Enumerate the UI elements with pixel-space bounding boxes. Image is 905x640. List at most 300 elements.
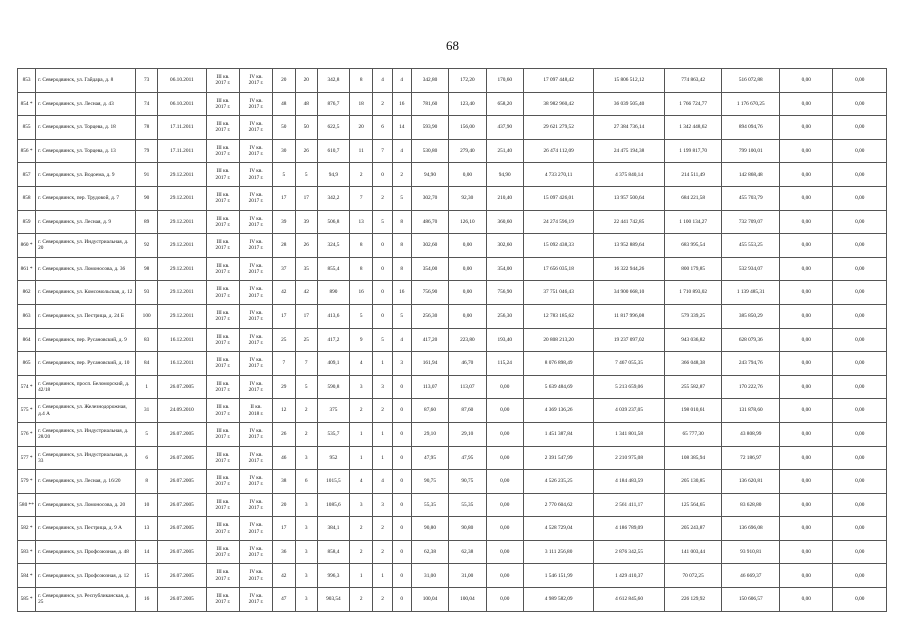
cost-other-cell: 0,00 [833,139,887,163]
recognition-date-cell: 29.12.2011 [157,163,206,187]
planned-start-cell [206,328,239,352]
area-municipal-cell: 437,90 [486,116,523,140]
cost-region-cell: 226 129,92 [664,588,722,612]
residents-total-cell: 47 [273,588,295,612]
planned-end-line: IV кв. [249,380,263,387]
premises-total-cell: 7 [349,186,372,210]
cost-total-cell: 3 111 256,80 [523,540,593,564]
cost-fund-cell: 27 384 736,14 [594,116,664,140]
row-number-cell: 582 * [18,517,36,541]
planned-start-line: 2017 г. [215,103,231,110]
premises-private-cell: 7 [373,139,392,163]
planned-start-line: III кв. [216,191,230,198]
cost-region-cell: 214 511,49 [664,163,722,187]
house-area-cell: 590,8 [317,375,349,399]
planned-start-line: III кв. [216,569,230,576]
cost-other-cell: 0,00 [833,470,887,494]
row-number-cell: 585 * [18,588,36,612]
cost-total-cell: 4 369 136,26 [523,399,593,423]
cost-fund-cell: 2 876 342,55 [594,540,664,564]
area-private-cell: 156,00 [449,116,486,140]
residents-relocated-cell: 17 [295,304,317,328]
planned-end-line: IV кв. [249,498,263,505]
cost-other-cell: 0,00 [833,540,887,564]
recognition-date-cell: 16.12.2011 [157,352,206,376]
address-cell: г. Северодвинск, ул. Комсомольская, д. 12 [36,281,136,305]
cost-region-cell: 1 766 724,77 [664,92,722,116]
planned-end-cell [240,517,273,541]
row-number-cell: 577 * [18,446,36,470]
planned-start-line: III кв. [216,215,230,222]
area-total-cell: 354,00 [411,257,448,281]
row-number-cell: 576 * [18,422,36,446]
cost-municipal-cell: 43 808,99 [722,422,780,446]
cost-additional-cell: 0,00 [780,375,833,399]
address-cell: г. Северодвинск, ул. Индустриальная, д. 20 [36,234,136,258]
cost-municipal-cell: 516 072,88 [722,69,780,93]
cost-fund-cell: 11 817 996,08 [594,304,664,328]
cost-additional-cell: 0,00 [780,446,833,470]
cost-total-cell: 2 770 604,62 [523,493,593,517]
recognition-date-cell: 26.07.2005 [157,493,206,517]
residents-relocated-cell: 6 [295,470,317,494]
planned-start-cell [206,210,239,234]
area-total-cell: 530,80 [411,139,448,163]
planned-end-line: 2017 г. [248,552,264,559]
residents-total-cell: 38 [273,470,295,494]
registry-number-cell: 73 [136,69,157,93]
cost-additional-cell: 0,00 [780,186,833,210]
area-total-cell: 113,07 [411,375,448,399]
registry-number-cell: 78 [136,116,157,140]
cost-additional-cell: 0,00 [780,352,833,376]
planned-start-line: III кв. [216,545,230,552]
address-cell: г. Северодвинск, ул. Индустриальная, д. 33 [36,446,136,470]
registry-number-cell: 100 [136,304,157,328]
planned-start-line: III кв. [216,97,230,104]
premises-total-cell: 2 [349,540,372,564]
cost-additional-cell: 0,00 [780,493,833,517]
recognition-date-cell: 26.07.2005 [157,446,206,470]
premises-municipal-cell: 0 [392,375,411,399]
area-municipal-cell: 170,60 [486,69,523,93]
cost-total-cell: 17 097 448,42 [523,69,593,93]
residents-total-cell: 17 [273,186,295,210]
cost-fund-cell: 2 561 411,17 [594,493,664,517]
planned-end-line: IV кв. [249,451,263,458]
area-private-cell: 123,40 [449,92,486,116]
planned-start-line: III кв. [216,522,230,529]
table-row [18,234,887,258]
premises-total-cell: 2 [349,399,372,423]
table-row [18,399,887,423]
planned-end-cell [240,540,273,564]
premises-total-cell: 1 [349,422,372,446]
table-body [18,69,887,612]
cost-fund-cell: 7 467 055,35 [594,352,664,376]
cost-municipal-cell: 385 850,29 [722,304,780,328]
cost-other-cell: 0,00 [833,69,887,93]
table-row [18,470,887,494]
area-municipal-cell: 0,00 [486,517,523,541]
cost-total-cell: 15 097 426,01 [523,186,593,210]
planned-end-line: IV кв. [249,262,263,269]
area-private-cell: 29,10 [449,422,486,446]
area-municipal-cell: 251,40 [486,139,523,163]
row-number-cell: 865 [18,352,36,376]
planned-end-cell [240,257,273,281]
planned-end-cell [240,234,273,258]
cost-region-cell: 205 130,85 [664,470,722,494]
premises-private-cell: 5 [373,328,392,352]
cost-additional-cell: 0,00 [780,540,833,564]
area-municipal-cell: 0,00 [486,540,523,564]
planned-start-line: 2017 г. [215,504,231,511]
residents-total-cell: 36 [273,540,295,564]
residents-relocated-cell: 7 [295,352,317,376]
area-total-cell: 100,04 [411,588,448,612]
address-cell: г. Северодвинск, ул. Профсоюзная, д. 12 [36,564,136,588]
planned-end-line: 2017 г. [248,174,264,181]
area-total-cell: 342,80 [411,69,448,93]
planned-start-cell [206,92,239,116]
planned-end-line: 2017 г. [248,363,264,370]
area-total-cell: 756,90 [411,281,448,305]
planned-end-line: IV кв. [249,593,263,600]
registry-number-cell: 31 [136,399,157,423]
cost-total-cell: 20 808 213,20 [523,328,593,352]
premises-private-cell: 5 [373,210,392,234]
area-private-cell: 0,00 [449,234,486,258]
address-cell: г. Северодвинск, ул. Индустриальная, д. 28/20 [36,422,136,446]
cost-other-cell: 0,00 [833,186,887,210]
planned-start-cell [206,116,239,140]
residents-total-cell: 20 [273,493,295,517]
table-row [18,257,887,281]
planned-start-line: 2017 г. [215,552,231,559]
row-number-cell: 579 * [18,470,36,494]
area-private-cell: 90,75 [449,470,486,494]
cost-region-cell: 683 995,54 [664,234,722,258]
planned-end-line: IV кв. [249,522,263,529]
residents-relocated-cell: 50 [295,116,317,140]
cost-total-cell: 1 451 387,84 [523,422,593,446]
planned-end-line: II кв. [250,404,262,411]
house-area-cell: 417,2 [317,328,349,352]
table-row [18,163,887,187]
cost-region-cell: 800 179,85 [664,257,722,281]
cost-region-cell: 774 863,42 [664,69,722,93]
page-number: 68 [446,38,459,53]
area-private-cell: 0,00 [449,304,486,328]
row-number-cell: 574 * [18,375,36,399]
row-number-cell: 584 * [18,564,36,588]
planned-end-line: 2017 г. [248,103,264,110]
premises-municipal-cell: 5 [392,186,411,210]
registry-number-cell: 90 [136,186,157,210]
recognition-date-cell: 26.07.2005 [157,422,206,446]
house-area-cell: 855,4 [317,257,349,281]
cost-fund-cell: 4 039 237,05 [594,399,664,423]
premises-municipal-cell: 5 [392,304,411,328]
cost-fund-cell: 4 375 840,14 [594,163,664,187]
premises-private-cell: 3 [373,493,392,517]
table-row [18,116,887,140]
area-private-cell: 31,00 [449,564,486,588]
cost-region-cell: 579 339,25 [664,304,722,328]
cost-fund-cell: 19 237 097,02 [594,328,664,352]
premises-private-cell: 0 [373,163,392,187]
planned-start-line: III кв. [216,333,230,340]
table-row [18,69,887,93]
residents-relocated-cell: 3 [295,446,317,470]
address-cell: г. Северодвинск, ул. Профсоюзная, д. 48 [36,540,136,564]
planned-start-cell [206,470,239,494]
registry-number-cell: 8 [136,470,157,494]
residents-relocated-cell: 25 [295,328,317,352]
area-total-cell: 55,35 [411,493,448,517]
planned-start-line: III кв. [216,309,230,316]
address-cell: г. Северодвинск, просп. Беломорский, д. 42/18 [36,375,136,399]
house-area-cell: 610,7 [317,139,349,163]
planned-start-line: III кв. [216,121,230,128]
registry-number-cell: 91 [136,163,157,187]
planned-start-line: 2017 г. [215,339,231,346]
recognition-date-cell: 17.11.2011 [157,139,206,163]
address-cell: г. Северодвинск, ул. Водоема, д. 9 [36,163,136,187]
cost-region-cell: 65 777,30 [664,422,722,446]
recognition-date-cell: 24.09.2010 [157,399,206,423]
cost-municipal-cell: 72 186,97 [722,446,780,470]
house-area-cell: 375 [317,399,349,423]
planned-end-cell [240,69,273,93]
planned-start-line: 2017 г. [215,387,231,394]
residents-relocated-cell: 26 [295,139,317,163]
residents-total-cell: 25 [273,328,295,352]
row-number-cell: 575 * [18,399,36,423]
residents-relocated-cell: 3 [295,540,317,564]
row-number-cell: 864 [18,328,36,352]
planned-start-line: III кв. [216,144,230,151]
planned-start-line: 2017 г. [215,481,231,488]
premises-total-cell: 9 [349,328,372,352]
address-cell: г. Северодвинск, ул. Торцева, д. 18 [36,116,136,140]
cost-total-cell: 37 751 046,43 [523,281,593,305]
area-total-cell: 256,30 [411,304,448,328]
cost-additional-cell: 0,00 [780,399,833,423]
planned-start-line: 2017 г. [215,245,231,252]
premises-private-cell: 3 [373,375,392,399]
premises-private-cell: 0 [373,234,392,258]
area-private-cell: 46,70 [449,352,486,376]
cost-total-cell: 24 274 596,19 [523,210,593,234]
house-area-cell: 535,7 [317,422,349,446]
recognition-date-cell: 26.07.2005 [157,540,206,564]
premises-total-cell: 8 [349,257,372,281]
planned-end-line: IV кв. [249,309,263,316]
recognition-date-cell: 06.10.2011 [157,92,206,116]
planned-start-line: 2017 г. [215,151,231,158]
table-row [18,328,887,352]
recognition-date-cell: 29.12.2011 [157,186,206,210]
planned-end-line: IV кв. [249,286,263,293]
row-number-cell: 857 [18,163,36,187]
planned-end-line: 2017 г. [248,269,264,276]
area-total-cell: 302,70 [411,186,448,210]
table-row [18,352,887,376]
house-area-cell: 876,7 [317,92,349,116]
address-cell: г. Северодвинск, пер. Трудовой, д. 7 [36,186,136,210]
address-cell: г. Северодвинск, ул. Гайдара, д. 8 [36,69,136,93]
premises-municipal-cell: 0 [392,470,411,494]
recognition-date-cell: 26.07.2005 [157,588,206,612]
area-total-cell: 90,75 [411,470,448,494]
premises-private-cell: 1 [373,422,392,446]
residents-total-cell: 37 [273,257,295,281]
cost-fund-cell: 5 213 659,06 [594,375,664,399]
area-private-cell: 100,04 [449,588,486,612]
area-private-cell: 172,20 [449,69,486,93]
house-area-cell: 952 [317,446,349,470]
cost-total-cell: 4 989 582,09 [523,588,593,612]
cost-other-cell: 0,00 [833,257,887,281]
area-municipal-cell: 210,40 [486,186,523,210]
planned-end-cell [240,139,273,163]
planned-end-line: IV кв. [249,357,263,364]
area-private-cell: 279,40 [449,139,486,163]
registry-number-cell: 98 [136,257,157,281]
cost-fund-cell: 13 957 500,64 [594,186,664,210]
cost-region-cell: 684 221,58 [664,186,722,210]
planned-start-line: 2017 г. [215,528,231,535]
premises-private-cell: 2 [373,517,392,541]
recognition-date-cell: 16.12.2011 [157,328,206,352]
planned-end-line: IV кв. [249,74,263,80]
table-row [18,281,887,305]
planned-start-cell [206,186,239,210]
registry-number-cell: 92 [136,234,157,258]
house-area-cell: 858,4 [317,540,349,564]
planned-start-cell [206,422,239,446]
house-area-cell: 384,1 [317,517,349,541]
house-area-cell: 409,1 [317,352,349,376]
premises-municipal-cell: 16 [392,92,411,116]
premises-municipal-cell: 8 [392,257,411,281]
planned-start-line: III кв. [216,427,230,434]
premises-municipal-cell: 0 [392,517,411,541]
cost-region-cell: 198 010,61 [664,399,722,423]
cost-region-cell: 141 003,44 [664,540,722,564]
planned-start-line: 2017 г. [215,410,231,417]
cost-region-cell: 108 385,94 [664,446,722,470]
address-cell: г. Северодвинск, пер. Русановский, д. 10 [36,352,136,376]
area-private-cell: 47,95 [449,446,486,470]
premises-municipal-cell: 0 [392,493,411,517]
area-total-cell: 486,70 [411,210,448,234]
row-number-cell: 860 * [18,234,36,258]
area-private-cell: 126,10 [449,210,486,234]
planned-end-line: 2017 г. [248,504,264,511]
house-area-cell: 342,8 [317,69,349,93]
premises-total-cell: 2 [349,163,372,187]
registry-number-cell: 89 [136,210,157,234]
area-private-cell: 62,38 [449,540,486,564]
area-municipal-cell: 0,00 [486,422,523,446]
cost-municipal-cell: 1 139 485,31 [722,281,780,305]
registry-number-cell: 15 [136,564,157,588]
planned-start-cell [206,139,239,163]
recognition-date-cell: 26.07.2005 [157,470,206,494]
planned-end-line: 2017 г. [248,599,264,606]
recognition-date-cell: 29.12.2011 [157,304,206,328]
residents-relocated-cell: 3 [295,564,317,588]
cost-fund-cell: 2 210 975,08 [594,446,664,470]
area-municipal-cell: 756,90 [486,281,523,305]
cost-region-cell: 205 243,87 [664,517,722,541]
registry-number-cell: 79 [136,139,157,163]
planned-end-line: IV кв. [249,144,263,151]
area-municipal-cell: 0,00 [486,493,523,517]
recognition-date-cell: 26.07.2005 [157,564,206,588]
cost-municipal-cell: 1 176 670,25 [722,92,780,116]
recognition-date-cell: 06.10.2011 [157,69,206,93]
cost-municipal-cell: 532 934,07 [722,257,780,281]
address-cell: г. Северодвинск, ул. Пестрица, д. 9 А [36,517,136,541]
row-number-cell: 863 [18,304,36,328]
planned-start-line: III кв. [216,286,230,293]
house-area-cell: 413,6 [317,304,349,328]
recognition-date-cell: 17.11.2011 [157,116,206,140]
premises-total-cell: 13 [349,210,372,234]
recognition-date-cell: 29.12.2011 [157,257,206,281]
area-total-cell: 90,80 [411,517,448,541]
planned-end-line: 2017 г. [248,387,264,394]
cost-fund-cell: 16 322 944,26 [594,257,664,281]
row-number-cell: 859 [18,210,36,234]
cost-municipal-cell: 628 079,36 [722,328,780,352]
area-municipal-cell: 0,00 [486,375,523,399]
cost-total-cell: 15 092 438,33 [523,234,593,258]
registry-number-cell: 14 [136,540,157,564]
residents-relocated-cell: 48 [295,92,317,116]
area-private-cell: 0,00 [449,281,486,305]
cost-total-cell: 2 391 547,99 [523,446,593,470]
cost-additional-cell: 0,00 [780,564,833,588]
cost-total-cell: 17 656 035,18 [523,257,593,281]
cost-fund-cell: 13 952 889,64 [594,234,664,258]
cost-region-cell: 70 072,25 [664,564,722,588]
cost-municipal-cell: 170 222,76 [722,375,780,399]
cost-municipal-cell: 136 620,81 [722,470,780,494]
cost-fund-cell: 34 900 668,10 [594,281,664,305]
area-private-cell: 90,80 [449,517,486,541]
cost-region-cell: 1 710 893,02 [664,281,722,305]
premises-private-cell: 1 [373,564,392,588]
planned-end-line: IV кв. [249,97,263,104]
cost-municipal-cell: 131 878,60 [722,399,780,423]
premises-total-cell: 3 [349,375,372,399]
residents-relocated-cell: 17 [295,186,317,210]
cost-total-cell: 4 526 235,25 [523,470,593,494]
planned-start-cell [206,493,239,517]
premises-private-cell: 1 [373,352,392,376]
recognition-date-cell: 26.07.2005 [157,517,206,541]
house-area-cell: 890 [317,281,349,305]
recognition-date-cell: 29.12.2011 [157,210,206,234]
premises-total-cell: 20 [349,116,372,140]
area-total-cell: 62,38 [411,540,448,564]
cost-additional-cell: 0,00 [780,92,833,116]
